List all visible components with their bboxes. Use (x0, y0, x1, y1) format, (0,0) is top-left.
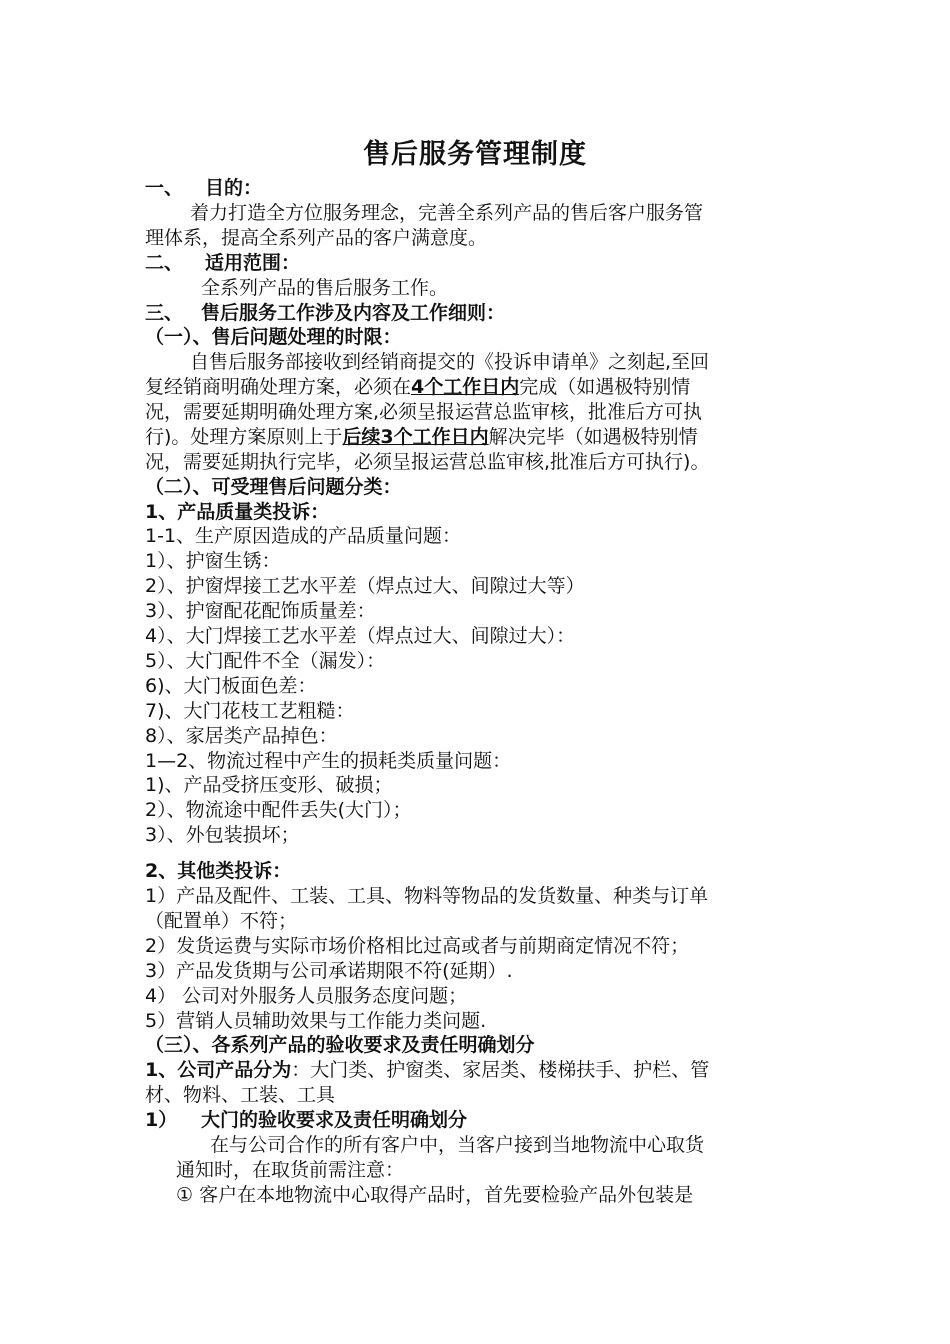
deadline-three-working-days: 后续3个工作日内 (342, 426, 489, 448)
document-title: 售后服务管理制度 (363, 139, 587, 170)
section-2-title: 适用范围： (205, 252, 301, 274)
list-item: 5）营销人员辅助效果与工作能力类问题. (145, 1010, 487, 1032)
subsection-3-heading: （三）、各系列产品的验收要求及责任明确划分 (145, 1034, 535, 1056)
list-item: 1）、护窗生锈： (145, 550, 281, 572)
subsection-1-line-2 (145, 375, 815, 400)
section-1-heading (145, 176, 815, 201)
section-1-title: 目的： (205, 177, 263, 199)
door-paragraph-line-2: 通知时，在取货前需注意： (176, 1159, 405, 1181)
door-section-title: 大门的验收要求及责任明确划分 (201, 1109, 468, 1131)
list-item: 5）、大门配件不全（漏发）： (145, 650, 386, 672)
product-categories-label: 1、公司产品分为 (145, 1059, 292, 1081)
section-2-paragraph: 全系列产品的售后服务工作。 (201, 277, 449, 299)
subsection-1-line-4-start: 行)。处理方案原则上于 (145, 426, 343, 448)
list-item: 7)、大门花枝工艺粗糙： (145, 700, 355, 722)
list-item: 1）产品及配件、工装、工具、物料等物品的发货数量、种类与订单 (145, 885, 709, 907)
list-item: 3）、护窗配花配饰质量差： (145, 600, 376, 622)
product-categories-line-2: 材、物料、工装、工具 (145, 1084, 336, 1106)
subsection-2-heading: （二）、可受理售后问题分类： (145, 476, 402, 498)
list-item: 1)、产品受挤压变形、破损； (145, 774, 393, 796)
door-section-heading (145, 1108, 815, 1133)
section-1-number: 一、 (145, 177, 184, 199)
category-1-2-heading: 1—2、物流过程中产生的损耗类质量问题： (145, 750, 512, 772)
subsection-1-line-5: 况，需要延期执行完毕，必须呈报运营总监审核,批准后方可执行)。 (145, 451, 710, 473)
category-1-1-heading: 1-1、生产原因造成的产品质量问题： (145, 525, 462, 547)
list-item: （配置单）不符； (145, 910, 298, 932)
category-1-heading: 1、产品质量类投诉： (145, 501, 330, 523)
subsection-1-line-2-end: 完成（如遇极特别情 (519, 376, 691, 398)
list-item: 3）产品发货期与公司承诺期限不符(延期）. (145, 960, 513, 982)
section-3-heading (145, 301, 815, 326)
section-2-heading (145, 251, 815, 276)
product-categories-line-1 (145, 1058, 815, 1083)
product-categories-list: ：大门类、护窗类、家居类、楼梯扶手、护栏、管 (291, 1059, 710, 1081)
subsection-1-line-4 (145, 425, 815, 450)
list-item: 2）、护窗焊接工艺水平差（焊点过大、间隙过大等） (145, 575, 585, 597)
list-item: 2）发货运费与实际市场价格相比过高或者与前期商定情况不符； (145, 935, 690, 957)
list-item: 3）、外包装损坏； (145, 824, 300, 846)
list-item: 4） 公司对外服务人员服务态度问题； (145, 985, 468, 1007)
subsection-1-heading: （一）、售后问题处理的时限： (145, 326, 402, 348)
section-3-number: 三、 (145, 302, 184, 324)
section-3-title: 售后服务工作涉及内容及工作细则： (201, 302, 506, 324)
subsection-1-line-3: 况，需要延期明确处理方案,必须呈报运营总监审核，批准后方可执 (145, 401, 703, 423)
deadline-four-working-days: 4个工作日内 (411, 376, 520, 398)
list-item: 6)、大门板面色差： (145, 675, 317, 697)
section-2-number: 二、 (145, 252, 184, 274)
door-section-number: 1） (145, 1109, 178, 1131)
list-item: 8）、家居类产品掉色： (145, 725, 338, 747)
section-1-paragraph-line-1: 着力打造全方位服务理念，完善全系列产品的售后客户服务管 (190, 202, 704, 224)
door-paragraph-line-1: 在与公司合作的所有客户中，当客户接到当地物流中心取货 (210, 1134, 705, 1156)
door-paragraph-line-3: ① 客户在本地物流中心取得产品时，首先要检验产品外包装是 (176, 1184, 694, 1206)
subsection-1-line-4-end: 解决完毕（如遇极特别情 (488, 426, 698, 448)
subsection-1-line-1: 自售后服务部接收到经销商提交的《投诉申请单》之刻起,至回 (190, 351, 710, 373)
subsection-1-line-2-start: 复经销商明确处理方案，必须在 (145, 376, 412, 398)
section-1-paragraph-line-2: 理体系，提高全系列产品的客户满意度。 (145, 227, 488, 249)
category-2-heading: 2、其他类投诉： (145, 860, 292, 882)
list-item: 2）、物流途中配件丢失(大门）； (145, 799, 412, 821)
list-item: 4）、大门焊接工艺水平差（焊点过大、间隙过大）： (145, 625, 576, 647)
